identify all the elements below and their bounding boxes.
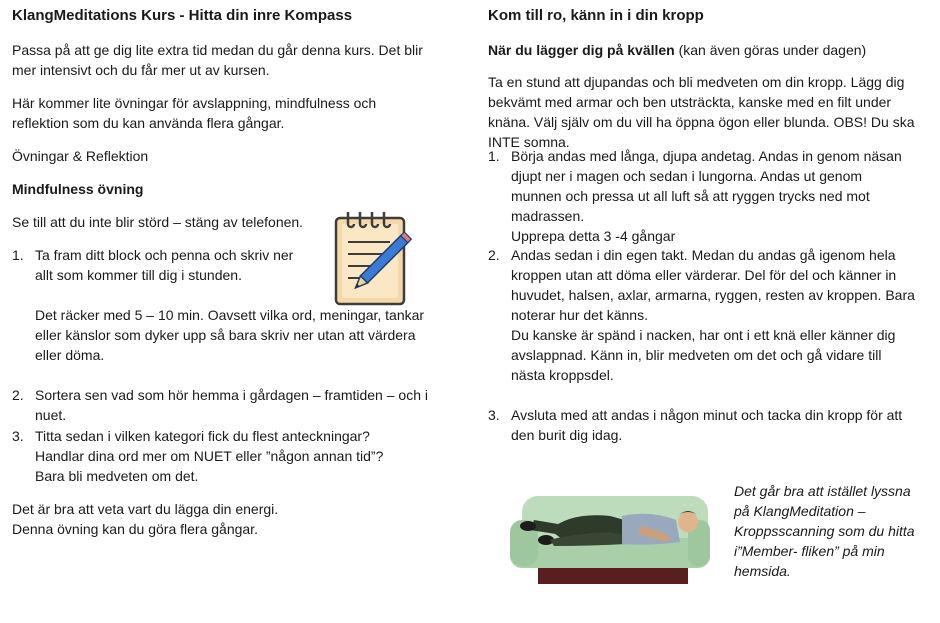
list-item-text: Sortera sen vad som hör hemma i gårdagen – framtiden – och i nuet. [35, 387, 428, 423]
person-on-sofa-illustration [510, 490, 710, 590]
list-number: 3. [12, 428, 24, 444]
left-intro-2: Här kommer lite övningar för avslappning, mindfulness och reflektion som du kan använda flera gångar. [12, 95, 377, 131]
left-section-label: Övningar & Reflektion [12, 148, 149, 164]
list-number: 3. [488, 407, 500, 423]
left-intro-1: Passa på att ge dig lite extra tid medan du går denna kurs. Det blir mer intensivt och du får mer ut av kursen. [12, 42, 423, 78]
list-item-text-2: Upprepa detta 3 -4 gångar [511, 228, 676, 244]
left-outro-2: Denna övning kan du göra flera gångar. [12, 521, 258, 537]
right-subtitle [488, 40, 866, 60]
right-subtitle-rest: (kan även göras under dagen) [674, 42, 867, 58]
left-list-item-3 [12, 426, 442, 486]
right-list-item-1 [488, 146, 928, 246]
right-intro: Ta en stund att djupandas och bli medveten om din kropp. Lägg dig bekvämt med armar och ben utsträckta, kanske med en filt under knäna. Välj själv om du vill ha öppna ögon eller blunda. OBS! Du ska INTE somna. [488, 74, 915, 150]
list-number: 2. [488, 247, 500, 263]
list-item-text: Ta fram ditt block och penna och skriv ner allt som kommer till dig i stunden. [35, 247, 294, 283]
list-item-line-2: Handlar dina ord mer om NUET eller ”någon annan tid”? [35, 448, 384, 464]
list-item-line-1: Titta sedan i vilken kategori fick du flest anteckningar? [35, 428, 370, 444]
list-item-text: Börja andas med långa, djupa andetag. Andas in genom näsan djupt ner i magen och sedan i lungorna. Andas ut genom munnen och pressa ut all luft så att ryggen trycks ned mot madrassen. [511, 148, 902, 224]
list-item-text: Andas sedan i din egen takt. Medan du andas gå igenom hela kroppen utan att döma eller värderar. Del för del och känner in huvudet, halsen, axlar, armarna, ryggen, resten av kroppen. Bara noterar hur det känns. [511, 247, 915, 323]
right-title: Kom till ro, känn in i din kropp [488, 7, 704, 24]
list-item-text-2: Du kanske är spänd i nacken, har ont i ett knä eller känner dig avslappnad. Känn in, blir medveten om det och gå vidare till nästa kroppsdel. [511, 327, 896, 383]
right-list-item-2 [488, 245, 928, 385]
list-item-line-3: Bara bli medveten om det. [35, 468, 199, 484]
right-italic-note: Det går bra att istället lyssna på KlangMeditation – Kroppsscanning som du hitta i”Member- fliken” på min hemsida. [734, 483, 915, 579]
list-number: 2. [12, 387, 24, 403]
right-list-item-3 [488, 405, 928, 445]
list-item-text: Avsluta med att andas i någon minut och tacka din kropp för att den burit dig idag. [511, 407, 903, 443]
right-subtitle-bold: När du lägger dig på kvällen [488, 42, 675, 58]
list-number: 1. [488, 148, 500, 164]
left-outro-1: Det är bra att veta vart du lägga din energi. [12, 501, 279, 517]
list-item-text-2: Det räcker med 5 – 10 min. Oavsett vilka ord, meningar, tankar eller känslor som dyker upp så bara skriv ner utan att värdera eller döma. [35, 307, 425, 363]
left-note: Se till att du inte blir störd – stäng av telefonen. [12, 214, 304, 230]
left-heading: Mindfulness övning [12, 181, 144, 197]
list-number: 1. [12, 247, 24, 263]
notepad-pencil-icon [332, 208, 412, 308]
left-list-item-2 [12, 385, 442, 425]
left-title: KlangMeditations Kurs - Hitta din inre Kompass [12, 7, 353, 24]
